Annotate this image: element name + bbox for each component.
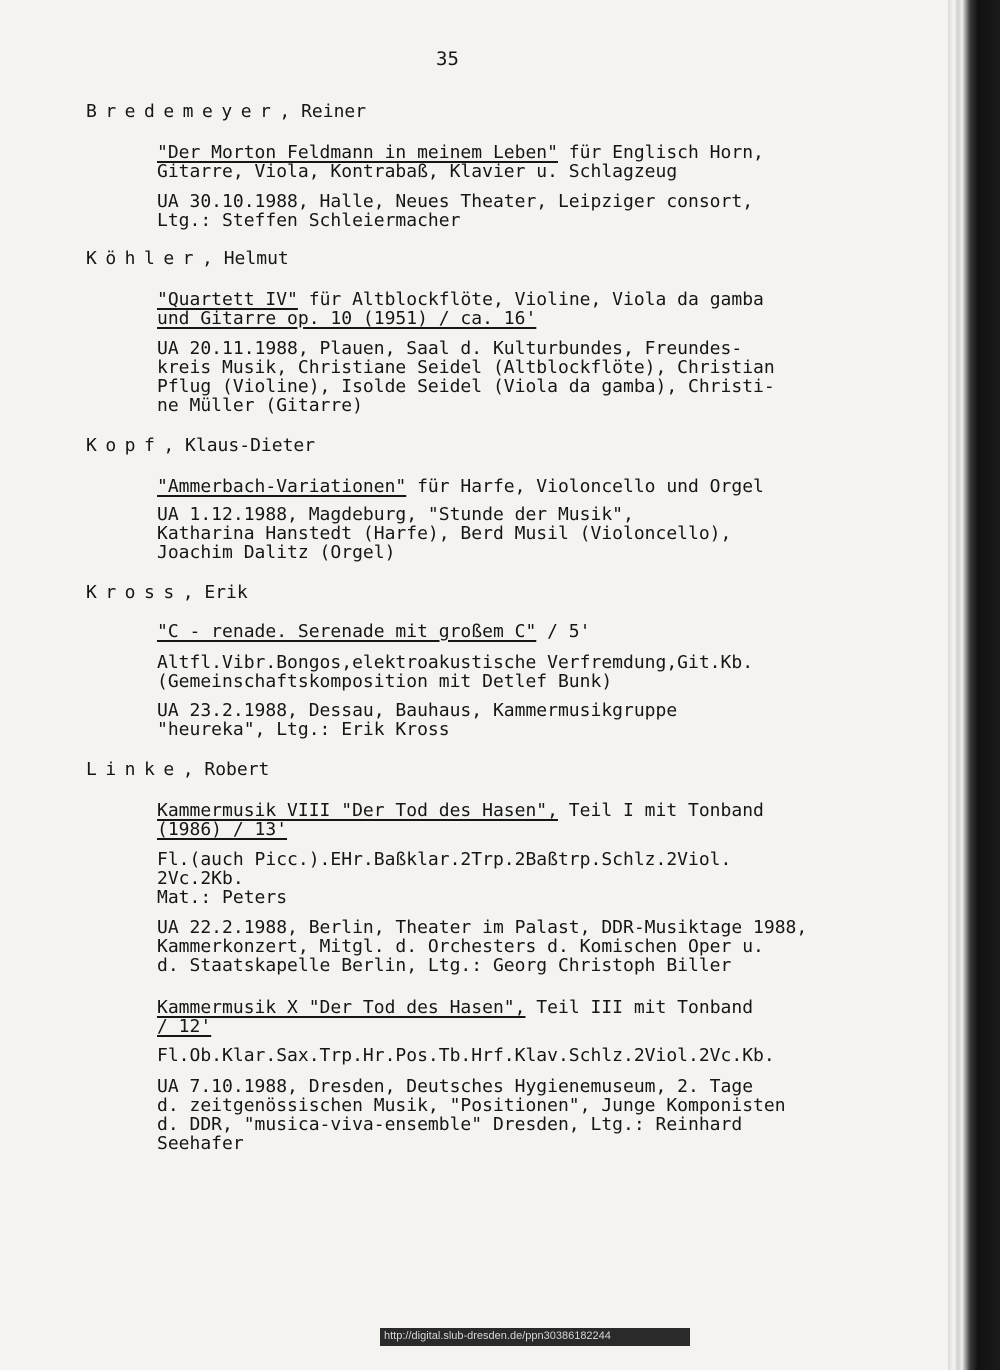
work-detail-line: (1986) / 13' xyxy=(157,819,288,840)
performance-line: ne Müller (Gitarre) xyxy=(157,395,363,416)
work-title-line xyxy=(157,143,764,162)
composer-given-name: Erik xyxy=(204,582,248,603)
work-title-rest: für Harfe, Violoncello und Orgel xyxy=(406,476,764,497)
composer-heading: Köhler, Helmut xyxy=(86,248,289,269)
composer-heading: Kopf, Klaus-Dieter xyxy=(86,435,316,456)
composer-heading: Kross, Erik xyxy=(86,582,248,603)
composer-surname: Köhler xyxy=(86,248,203,269)
work-detail-line: Gitarre, Viola, Kontrabaß, Klavier u. Schlagzeug xyxy=(157,161,678,182)
composer-surname: Bredemeyer xyxy=(86,101,280,122)
work-detail-line: Fl.(auch Picc.).EHr.Baßklar.2Trp.2Baßtrp.Schlz.2Viol. xyxy=(157,849,732,870)
work-title: "Ammerbach-Variationen" xyxy=(157,476,407,497)
performance-line: UA 7.10.1988, Dresden, Deutsches Hygienemuseum, 2. Tage xyxy=(157,1076,754,1097)
work-title-line xyxy=(157,477,764,496)
performance-line: kreis Musik, Christiane Seidel (Altblockflöte), Christian xyxy=(157,357,775,378)
page-number: 35 xyxy=(436,48,459,70)
work-detail-line: Fl.Ob.Klar.Sax.Trp.Hr.Pos.Tb.Hrf.Klav.Schlz.2Viol.2Vc.Kb. xyxy=(157,1045,775,1066)
composer-given-name: Helmut xyxy=(223,248,289,269)
performance-line: Seehafer xyxy=(157,1133,244,1154)
work-title-rest: für Altblockflöte, Violine, Viola da gamba xyxy=(297,289,764,310)
work-detail-line: (Gemeinschaftskomposition mit Detlef Bunk) xyxy=(157,671,613,692)
book-edge xyxy=(948,0,1000,1370)
work-title-line xyxy=(157,801,764,820)
composer-surname: Linke xyxy=(86,759,183,780)
work-title: Kammermusik VIII "Der Tod des Hasen", xyxy=(157,800,558,821)
performance-line: UA 1.12.1988, Magdeburg, "Stunde der Musik", xyxy=(157,504,634,525)
performance-line: Joachim Dalitz (Orgel) xyxy=(157,542,396,563)
work-title-rest: / 5' xyxy=(536,621,591,642)
composer-heading: Bredemeyer, Reiner xyxy=(86,101,367,122)
work-title: "Quartett IV" xyxy=(157,289,298,310)
work-title-line xyxy=(157,998,753,1017)
work-title: Kammermusik X "Der Tod des Hasen", xyxy=(157,997,526,1018)
composer-given-name: Robert xyxy=(204,759,270,780)
work-title-rest: Teil I mit Tonband xyxy=(557,800,764,821)
performance-line: UA 22.2.1988, Berlin, Theater im Palast, DDR-Musiktage 1988, xyxy=(157,917,808,938)
work-detail-line: und Gitarre op. 10 (1951) / ca. 16' xyxy=(157,308,537,329)
composer-given-name: Reiner xyxy=(301,101,367,122)
performance-line: Katharina Hanstedt (Harfe), Berd Musil (Violoncello), xyxy=(157,523,732,544)
performance-line: Kammerkonzert, Mitgl. d. Orchesters d. Komischen Oper u. xyxy=(157,936,764,957)
performance-line: UA 30.10.1988, Halle, Neues Theater, Leipziger consort, xyxy=(157,191,754,212)
performance-line: UA 20.11.1988, Plauen, Saal d. Kulturbundes, Freundes- xyxy=(157,338,743,359)
performance-line: d. zeitgenössischen Musik, "Positionen", Junge Komponisten xyxy=(157,1095,786,1116)
performance-line: Pflug (Violine), Isolde Seidel (Viola da gamba), Christi- xyxy=(157,376,775,397)
work-detail-line: 2Vc.2Kb. xyxy=(157,868,244,889)
composer-surname: Kross xyxy=(86,582,183,603)
performance-line: d. Staatskapelle Berlin, Ltg.: Georg Christoph Biller xyxy=(157,955,732,976)
performance-line: d. DDR, "musica-viva-ensemble" Dresden, Ltg.: Reinhard xyxy=(157,1114,743,1135)
work-title-rest: für Englisch Horn, xyxy=(557,142,764,163)
work-detail-line: Mat.: Peters xyxy=(157,887,288,908)
work-detail-line: Altfl.Vibr.Bongos,elektroakustische Verfremdung,Git.Kb. xyxy=(157,652,754,673)
performance-line: Ltg.: Steffen Schleiermacher xyxy=(157,210,461,231)
composer-heading: Linke, Robert xyxy=(86,759,270,780)
work-detail-line: / 12' xyxy=(157,1016,212,1037)
composer-surname: Kopf xyxy=(86,435,164,456)
performance-line: UA 23.2.1988, Dessau, Bauhaus, Kammermusikgruppe xyxy=(157,700,678,721)
work-title: "C - renade. Serenade mit großem C" xyxy=(157,621,537,642)
work-title-line xyxy=(157,290,764,309)
composer-given-name: Klaus-Dieter xyxy=(185,435,316,456)
source-url[interactable]: http://digital.slub-dresden.de/ppn30386182244 xyxy=(384,1330,611,1342)
work-title: "Der Morton Feldmann in meinem Leben" xyxy=(157,142,558,163)
work-title-rest: Teil III mit Tonband xyxy=(525,997,754,1018)
performance-line: "heureka", Ltg.: Erik Kross xyxy=(157,719,450,740)
work-title-line xyxy=(157,622,590,641)
